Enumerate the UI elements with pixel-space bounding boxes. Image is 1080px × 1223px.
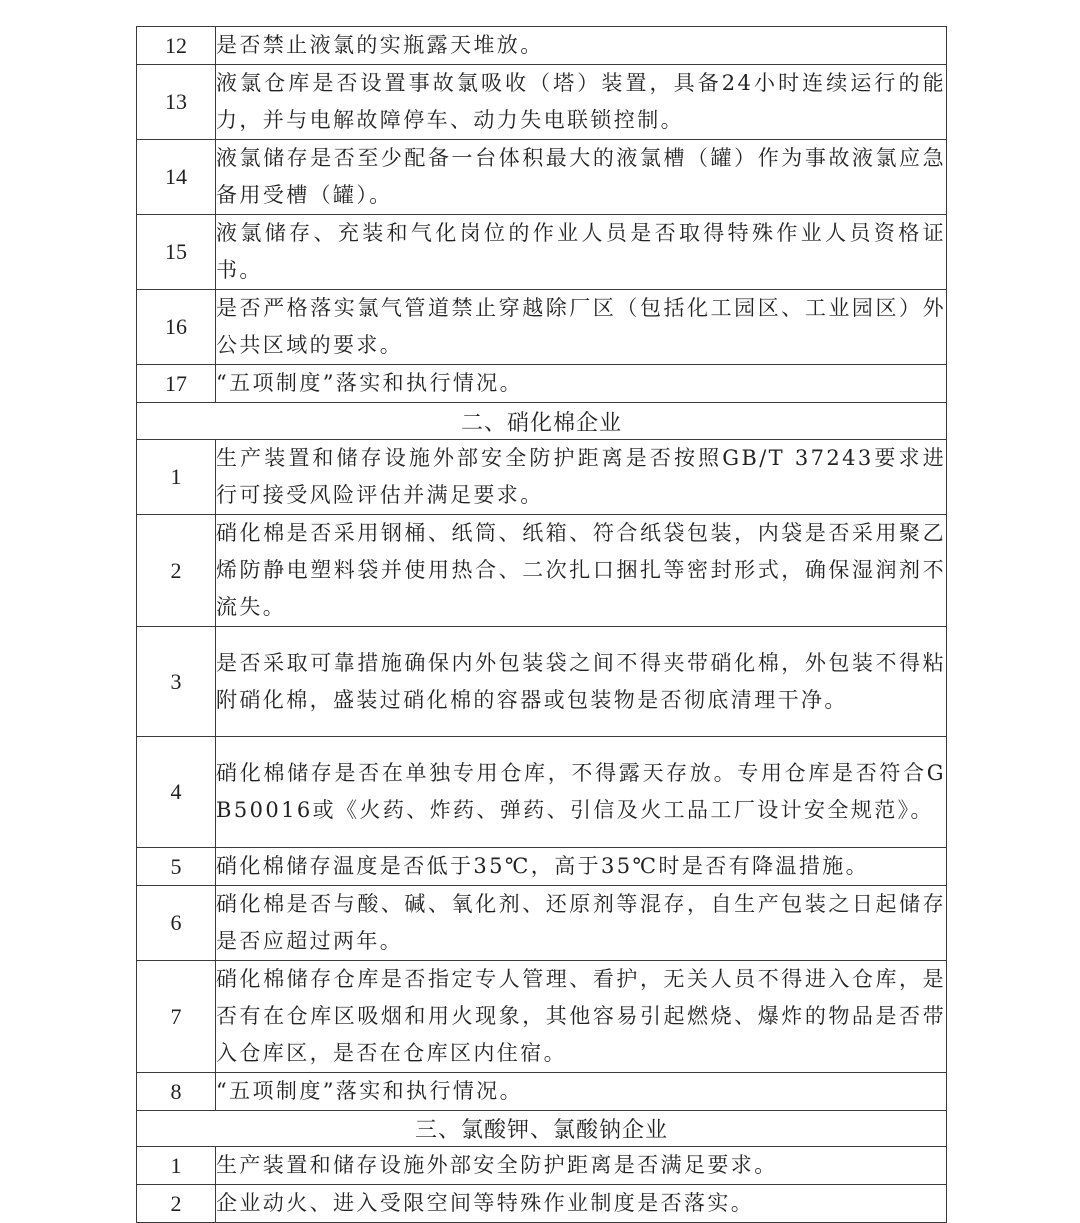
item-number: 12 bbox=[137, 27, 216, 65]
inspection-checklist-table bbox=[136, 26, 947, 1223]
item-number: 4 bbox=[137, 737, 216, 848]
item-number: 15 bbox=[137, 215, 216, 290]
table-row bbox=[137, 215, 947, 290]
item-text: 硝化棉是否与酸、碱、氧化剂、还原剂等混存，自生产包装之日起储存是否应超过两年。 bbox=[216, 886, 947, 961]
item-text: 企业动火、进入受限空间等特殊作业制度是否落实。 bbox=[216, 1185, 947, 1223]
table-row bbox=[137, 737, 947, 848]
item-text: 是否严格落实氯气管道禁止穿越除厂区（包括化工园区、工业园区）外公共区域的要求。 bbox=[216, 290, 947, 365]
item-text: 硝化棉储存温度是否低于35℃，高于35℃时是否有降温措施。 bbox=[216, 848, 947, 886]
item-number: 1 bbox=[137, 440, 216, 515]
item-number: 8 bbox=[137, 1073, 216, 1111]
table-row bbox=[137, 848, 947, 886]
item-number: 2 bbox=[137, 515, 216, 627]
item-number: 17 bbox=[137, 365, 216, 403]
item-text: 硝化棉储存是否在单独专用仓库，不得露天存放。专用仓库是否符合GB50016或《火药、炸药、弹药、引信及火工品工厂设计安全规范》。 bbox=[216, 737, 947, 848]
item-number: 6 bbox=[137, 886, 216, 961]
table-row bbox=[137, 1185, 947, 1223]
item-number: 3 bbox=[137, 627, 216, 737]
table-row bbox=[137, 440, 947, 515]
section-title: 三、氯酸钾、氯酸钠企业 bbox=[137, 1111, 947, 1147]
table-row bbox=[137, 1147, 947, 1185]
section-header-row bbox=[137, 403, 947, 440]
table-row bbox=[137, 27, 947, 65]
section-header-row bbox=[137, 1111, 947, 1147]
table-row bbox=[137, 140, 947, 215]
item-number: 14 bbox=[137, 140, 216, 215]
item-number: 13 bbox=[137, 65, 216, 140]
item-text: “五项制度”落实和执行情况。 bbox=[216, 1073, 947, 1111]
section-title: 二、硝化棉企业 bbox=[137, 403, 947, 440]
item-text: 液氯仓库是否设置事故氯吸收（塔）装置，具备24小时连续运行的能力，并与电解故障停车、动力失电联锁控制。 bbox=[216, 65, 947, 140]
item-text: 是否禁止液氯的实瓶露天堆放。 bbox=[216, 27, 947, 65]
item-text: 液氯储存是否至少配备一台体积最大的液氯槽（罐）作为事故液氯应急备用受槽（罐）。 bbox=[216, 140, 947, 215]
item-number: 16 bbox=[137, 290, 216, 365]
table-row bbox=[137, 290, 947, 365]
table-row bbox=[137, 365, 947, 403]
table-row bbox=[137, 961, 947, 1073]
table-row bbox=[137, 627, 947, 737]
item-text: 硝化棉储存仓库是否指定专人管理、看护，无关人员不得进入仓库，是否有在仓库区吸烟和用火现象，其他容易引起燃烧、爆炸的物品是否带入仓库区，是否在仓库区内住宿。 bbox=[216, 961, 947, 1073]
item-text: 液氯储存、充装和气化岗位的作业人员是否取得特殊作业人员资格证书。 bbox=[216, 215, 947, 290]
item-number: 2 bbox=[137, 1185, 216, 1223]
table-row bbox=[137, 65, 947, 140]
item-text: 生产装置和储存设施外部安全防护距离是否按照GB/T 37243要求进行可接受风险评估并满足要求。 bbox=[216, 440, 947, 515]
item-text: 生产装置和储存设施外部安全防护距离是否满足要求。 bbox=[216, 1147, 947, 1185]
item-number: 5 bbox=[137, 848, 216, 886]
item-number: 1 bbox=[137, 1147, 216, 1185]
item-text: “五项制度”落实和执行情况。 bbox=[216, 365, 947, 403]
item-text: 是否采取可靠措施确保内外包装袋之间不得夹带硝化棉，外包装不得粘附硝化棉，盛装过硝化棉的容器或包装物是否彻底清理干净。 bbox=[216, 627, 947, 737]
table-row bbox=[137, 1073, 947, 1111]
table-row bbox=[137, 886, 947, 961]
item-number: 7 bbox=[137, 961, 216, 1073]
item-text: 硝化棉是否采用钢桶、纸筒、纸箱、符合纸袋包装，内袋是否采用聚乙烯防静电塑料袋并使用热合、二次扎口捆扎等密封形式，确保湿润剂不流失。 bbox=[216, 515, 947, 627]
table-row bbox=[137, 515, 947, 627]
